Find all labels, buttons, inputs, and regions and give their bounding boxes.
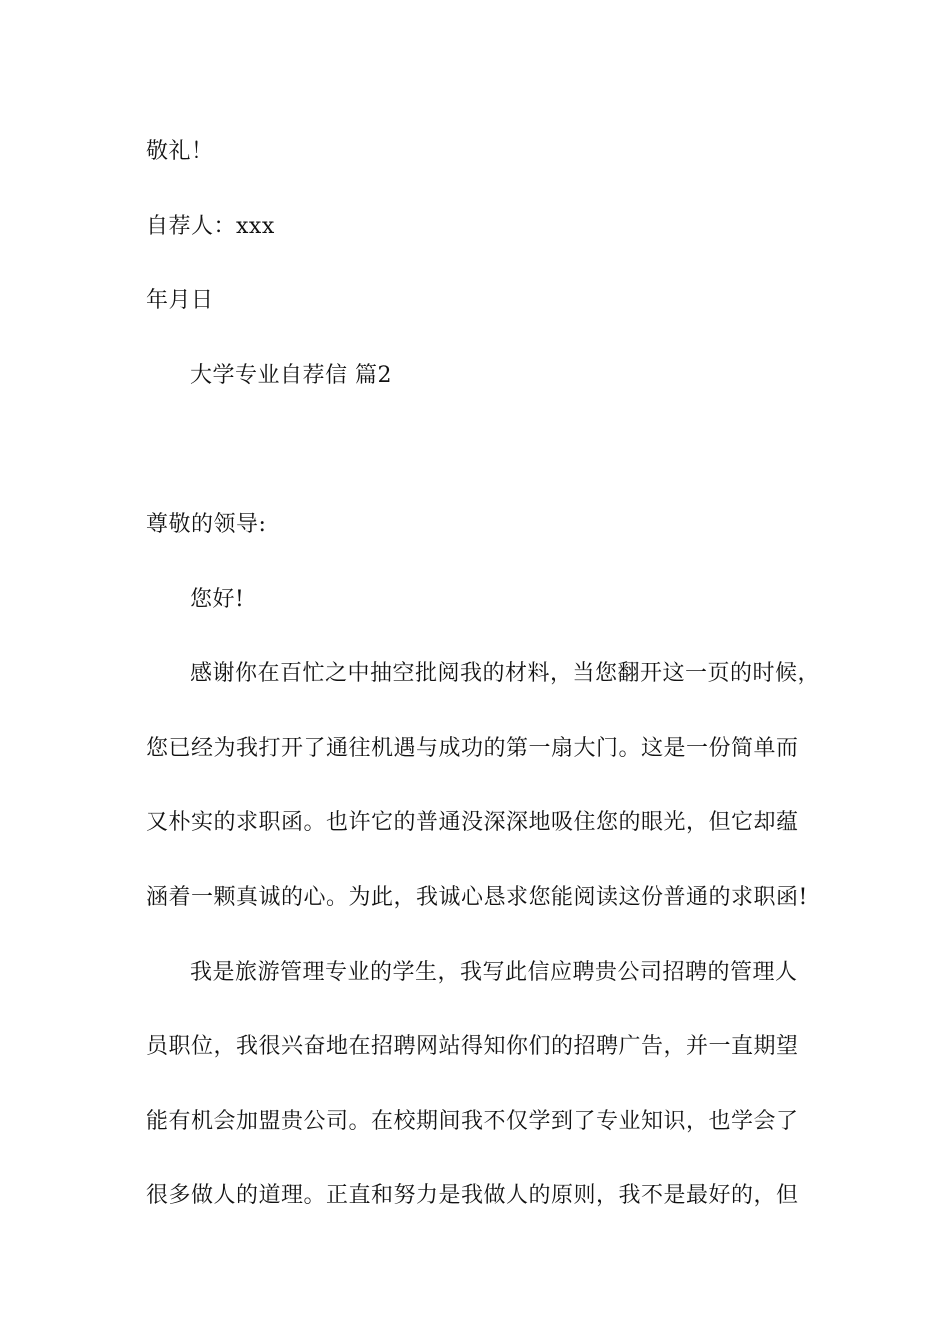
paragraph2-line2: 员职位，我很兴奋地在招聘网站得知你们的招聘广告，并一直期望: [146, 1034, 799, 1059]
date-line: 年月日: [146, 288, 214, 313]
paragraph1-line4: 涵着一颗真诚的心。为此，我诚心恳求您能阅读这份普通的求职函!: [146, 885, 808, 910]
section-title: 大学专业自荐信 篇2: [190, 363, 392, 388]
paragraph1-line3: 又朴实的求职函。也许它的普通没深深地吸住您的眼光，但它却蕴: [146, 810, 799, 835]
paragraph1-line1: 感谢你在百忙之中抽空批阅我的材料，当您翻开这一页的时候，: [190, 661, 821, 686]
paragraph1-line2: 您已经为我打开了通往机遇与成功的第一扇大门。这是一份简单而: [146, 736, 799, 761]
paragraph2-line4: 很多做人的道理。正直和努力是我做人的原则，我不是最好的，但: [146, 1183, 799, 1208]
paragraph2-line1: 我是旅游管理专业的学生，我写此信应聘贵公司招聘的管理人: [190, 960, 798, 985]
greeting-line: 您好!: [190, 587, 245, 612]
paragraph2-line3: 能有机会加盟贵公司。在校期间我不仅学到了专业知识，也学会了: [146, 1109, 799, 1134]
signature-line: 自荐人：xxx: [146, 214, 275, 239]
closing-line: 敬礼！: [146, 139, 214, 164]
salutation-line: 尊敬的领导:: [146, 512, 267, 537]
